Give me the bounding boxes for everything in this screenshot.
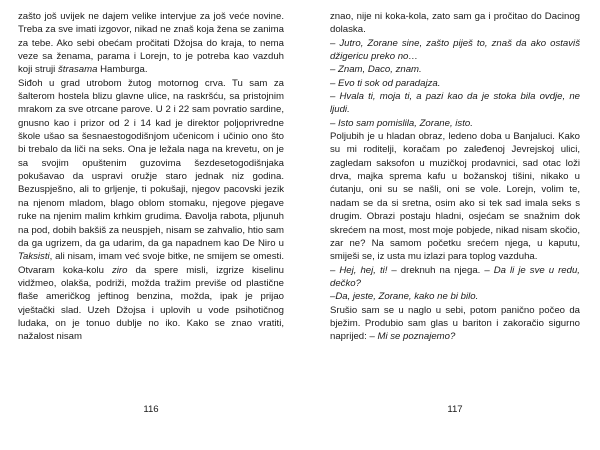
right-paragraph-4: Srušio sam se u naglo u sebi, potom panično počeo da bježim. Produbio sam glas u bariton i zakoračio sigurno naprijed: – Mi se poznajemo? <box>330 304 580 343</box>
right-paragraph-2: Poljubih je u hladan obraz, ledeno doba u Banjaluci. Kako su mi roditelji, koračam po zaleđenoj Jevrejskoj ulici, zagledam saksofon u muzičkoj prodavnici, sad otac loži drva, majka sprema kafu u božanskoj tišini, nikako u ćutanju, oni su se našli, oni se vole. Lorejn, volim te, nadam se da si sretna, osim ako si tek sad imala seks s drugim. Obrazi postaju hladni, osjećam se snažnim dok skrećem na most, most moje pobjede, nikad nisam skočio, zar ne? Na samom početku srećem njega, u kaputu, smiješi se, iz usta mu izlazi para toplog vazduha. <box>330 131 580 263</box>
left-paragraph-1: zašto još uvijek ne dajem velike intervjue za još veće novine. Treba za sve imati izgovor, nikad ne znaš koja žena se zanima za tebe. Ako sebi obećam pročitati Džojsa do kraja, to nema veze sa ženama, parama i Lorejn, to je potreba kao vazduh koji struji štrasama Hamburga. <box>18 11 284 76</box>
right-dialogue-1: – Jutro, Zorane sine, zašto piješ to, znaš da ako ostaviš džigericu preko no… <box>330 37 580 63</box>
right-page-number: 117 <box>447 404 463 415</box>
right-page <box>330 10 580 344</box>
right-paragraph-1: znao, nije ni koka-kola, zato sam ga i pročitao do Dacinog dolaska. <box>330 11 580 36</box>
right-dialogue-6: –Da, jeste, Zorane, kako ne bi bilo. <box>330 291 479 303</box>
left-page-number: 116 <box>143 404 159 415</box>
left-page <box>18 10 284 344</box>
left-paragraph-2: Siđoh u grad utrobom žutog motornog crva. Tu sam za šalterom hostela blizu glavne ulice, na raskršću, sa pristojnim mrakom za sve otrcane parove. U 2 i 22 sam povratio sardine, gnusno kao i prizor od 2 i 14 kad je direktor poljoprivredne škole ušao sa šesnaestogodišnjom učenicom i učinio ono što bi trebalo da liči na seks. Ona je ležala naga na krevetu, on je sa svojim opuštenim guzovima šezdesetogodišnjaka pokušavao da uspravi oružje staro jednak niz godina. Bezuspješno, ali to grljenje, ti pokušaji, njegov pacovski jezik na njenom mladom, blago oblom stomaku, njegove pjegave ruke na njenim malim krhkim grudima. Đavolja rabota, pljunuh na pod, dobih bakšiš za neuspjeh, nisam se zahvalio, htio sam da ga ugrizem, da ga udarim, da ga napadnem kao De Niro u Taksisti, ali nisam, imam već svoje bitke, ne smijem se omesti. Otvaram koka-kolu ziro da spere misli, izgrize kiselinu vidžmeo, olakša, podriži, možda tražim previše od plastične flaše američkog jeftinog benzina, možda, ipak je prijao vještački slad. Uzeh Džojsa i uplovih u vode psihotičnog ludaka, on je tonuo dublje no iko. Kako se znao vratiti, nažalost nisam <box>18 77 284 343</box>
right-paragraph-3: – Hej, hej, ti! – dreknuh na njega. – Da li je sve u redu, dečko? <box>330 264 580 289</box>
right-dialogue-5: – Isto sam pomislila, Zorane, isto. <box>330 117 473 129</box>
right-dialogue-2: – Znam, Daco, znam. <box>330 64 422 76</box>
right-dialogue-3: – Evo ti sok od paradajza. <box>330 77 441 89</box>
right-dialogue-4: – Hvala ti, moja ti, a pazi kao da je stoka bila ovdje, ne ljudi. <box>330 91 580 116</box>
